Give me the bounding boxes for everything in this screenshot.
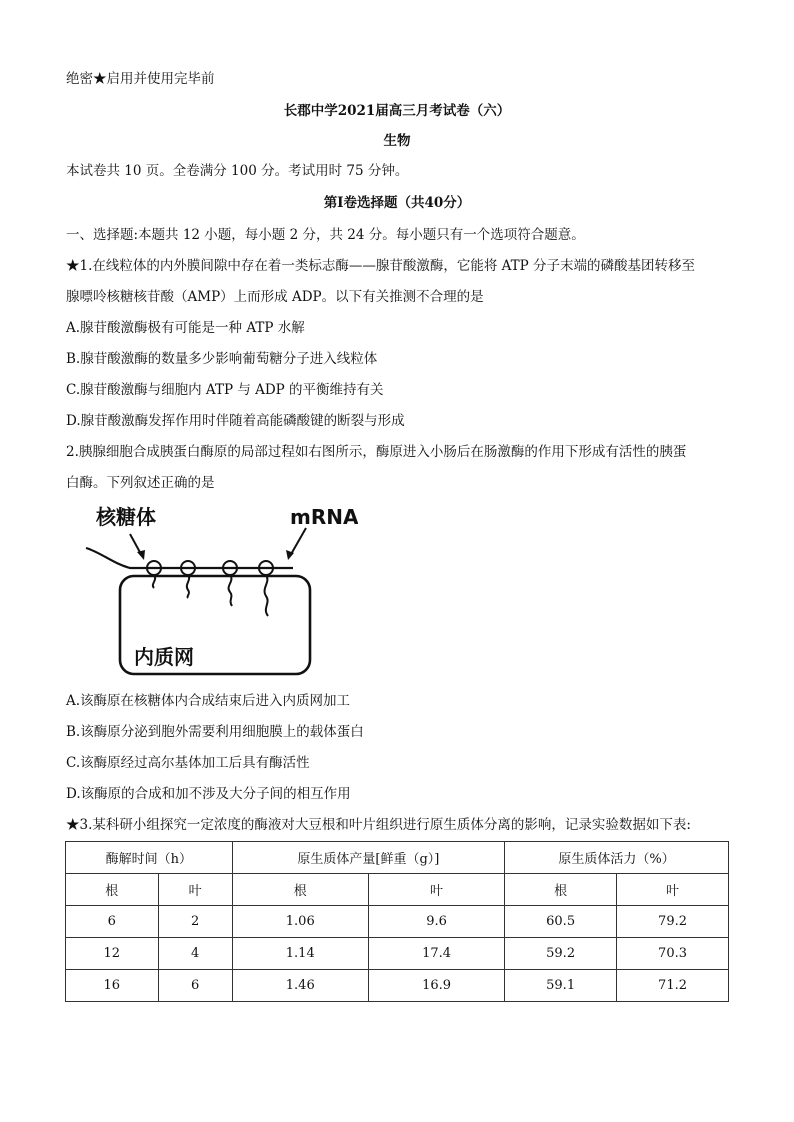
data-table <box>65 841 729 1002</box>
table-cell: 17.4 <box>368 938 504 970</box>
sub-header-cell: 根 <box>66 874 159 906</box>
table-sub-header-row <box>66 874 729 906</box>
secret-notice: 绝密★启用并使用完毕前 <box>66 71 215 87</box>
ribosome-arrowhead <box>137 550 145 560</box>
table-cell: 59.1 <box>505 970 617 1002</box>
peptide-chain-3 <box>229 575 232 606</box>
figure-svg <box>78 502 358 682</box>
table-cell: 70.3 <box>617 938 729 970</box>
header-protoplast-activity: 原生质体活力（%） <box>505 842 729 874</box>
header-enzyme-time: 酶解时间（h） <box>66 842 233 874</box>
table-row <box>66 970 729 1002</box>
q1-option-c: C.腺苷酸激酶与细胞内 ATP 与 ADP 的平衡维持有关 <box>66 382 384 398</box>
ribosome-group <box>147 561 273 616</box>
table-row <box>66 938 729 970</box>
table-cell: 1.46 <box>232 970 368 1002</box>
header-protoplast-yield: 原生质体产量[鲜重（g）] <box>232 842 505 874</box>
q2-stem-line2: 白酶。下列叙述正确的是 <box>66 475 215 491</box>
table-cell: 12 <box>66 938 159 970</box>
table-cell: 6 <box>158 970 232 1002</box>
section-title: 第Ⅰ卷选择题（共40分） <box>323 195 471 211</box>
table-cell: 60.5 <box>505 906 617 938</box>
table-cell: 6 <box>66 906 159 938</box>
q1-option-d: D.腺苷酸激酶发挥作用时伴随着高能磷酸键的断裂与形成 <box>66 413 405 429</box>
q1-stem-line1: ★1.在线粒体的内外膜间隙中存在着一类标志酶——腺苷酸激酶，它能将 ATP 分子末端的磷酸基团转移至 <box>66 258 696 274</box>
table-cell: 4 <box>158 938 232 970</box>
q3-stem: ★3.某科研小组探究一定浓度的酶液对大豆根和叶片组织进行原生质体分离的影响，记录实验数据如下表: <box>66 817 691 833</box>
peptide-chain-2 <box>187 575 189 598</box>
table-row <box>66 906 729 938</box>
table-group-header-row <box>66 842 729 874</box>
table-cell: 79.2 <box>617 906 729 938</box>
sub-header-cell: 叶 <box>368 874 504 906</box>
table-cell: 2 <box>158 906 232 938</box>
q1-option-b: B.腺苷酸激酶的数量多少影响葡萄糖分子进入线粒体 <box>66 351 378 367</box>
exam-title: 长郡中学2021届高三月考试卷（六） <box>283 103 511 119</box>
mrna-strand <box>86 548 293 568</box>
sub-header-cell: 叶 <box>158 874 232 906</box>
table-cell: 1.06 <box>232 906 368 938</box>
q1-option-a: A.腺苷酸激酶极有可能是一种 ATP 水解 <box>66 320 305 336</box>
q2-option-b: B.该酶原分泌到胞外需要利用细胞膜上的载体蛋白 <box>66 724 364 740</box>
label-mrna: mRNA <box>290 505 358 529</box>
q2-stem-line1: 2.胰腺细胞合成胰蛋白酶原的局部过程如右图所示，酶原进入小肠后在肠激酶的作用下形成有活性的胰蛋 <box>66 444 687 460</box>
mrna-arrow <box>290 528 306 556</box>
table-cell: 71.2 <box>617 970 729 1002</box>
q2-option-a: A.该酶原在核糖体内合成结束后进入内质网加工 <box>66 693 351 709</box>
label-er: 内质网 <box>134 645 194 669</box>
sub-header-cell: 根 <box>232 874 368 906</box>
table-cell: 16 <box>66 970 159 1002</box>
table-cell: 1.14 <box>232 938 368 970</box>
exam-intro: 本试卷共 10 页。全卷满分 100 分。考试用时 75 分钟。 <box>66 163 409 179</box>
q2-option-c: C.该酶原经过高尔基体加工后具有酶活性 <box>66 755 310 771</box>
peptide-chain-4 <box>265 575 268 616</box>
table-cell: 9.6 <box>368 906 504 938</box>
q2-option-d: D.该酶原的合成和加不涉及大分子间的相互作用 <box>66 786 351 802</box>
subject-title: 生物 <box>383 133 411 149</box>
label-ribosome: 核糖体 <box>96 505 156 529</box>
ribosome-er-figure <box>78 502 358 682</box>
table-cell: 59.2 <box>505 938 617 970</box>
part1-instructions: 一、选择题:本题共 12 小题，每小题 2 分，共 24 分。每小题只有一个选项符合题意。 <box>66 227 585 243</box>
sub-header-cell: 叶 <box>617 874 729 906</box>
sub-header-cell: 根 <box>505 874 617 906</box>
q1-stem-line2: 腺嘌呤核糖核苷酸（AMP）上而形成 ADP。以下有关推测不合理的是 <box>66 289 484 305</box>
table-cell: 16.9 <box>368 970 504 1002</box>
